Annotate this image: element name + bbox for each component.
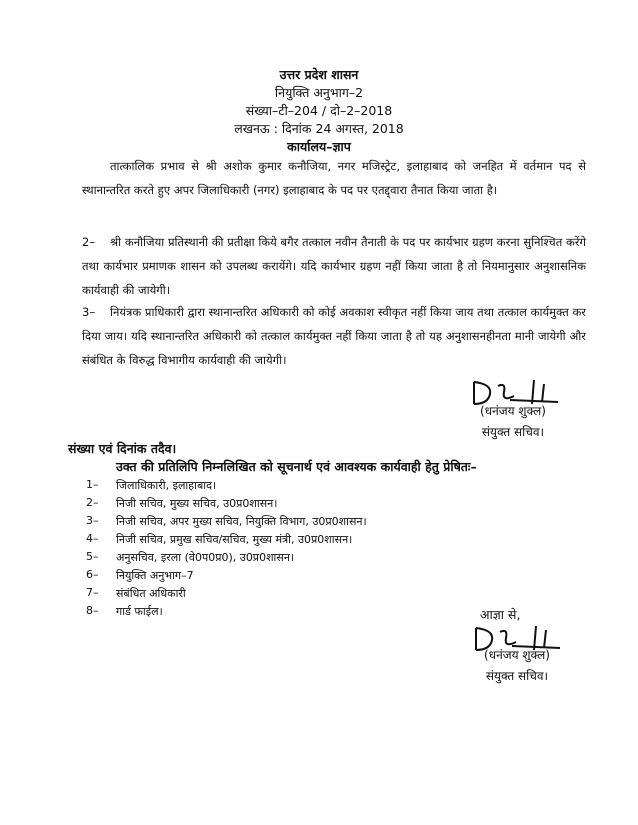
copy-item-number: 2– bbox=[86, 496, 99, 509]
signature-2-title: संयुक्त सचिव। bbox=[485, 669, 549, 683]
copy-item-text: गार्ड फाईल। bbox=[116, 605, 163, 618]
copy-item-number: 5– bbox=[86, 550, 99, 563]
paragraph-3-number: 3– bbox=[82, 305, 96, 319]
signature-1-name: (धनंजय शुक्ल) bbox=[480, 404, 546, 418]
copy-item-text: निजी सचिव, अपर मुख्य सचिव, नियुक्ति विभाग, उ0प्र0शासन। bbox=[116, 515, 367, 528]
signature-2-name: (धनंजय शुक्ल) bbox=[484, 648, 550, 662]
paragraph-1: तात्कालिक प्रभाव से श्री अशोक कुमार कनौजिया, नगर मजिस्ट्रेट, इलाहाबाद को जनहित में वर्तमान पद से स्थानान्तरित करते हुए अपर जिलाधिकारी (नगर) इलाहाबाद के पद पर एतद्द्वारा तैनात किया जाता है। bbox=[82, 159, 586, 197]
copy-item-number: 4– bbox=[86, 532, 99, 545]
section-name: नियुक्ति अनुभाग–2 bbox=[274, 85, 364, 100]
copy-item-number: 7– bbox=[86, 586, 99, 599]
document-type-title: कार्यालय–ज्ञाप bbox=[287, 139, 351, 154]
by-order-text: आज्ञा से, bbox=[480, 607, 521, 622]
paragraph-3: नियंत्रक प्राधिकारी द्वारा स्थानान्तरित अधिकारी को कोई अवकाश स्वीकृत नहीं किया जाय तथा तत्काल कार्यमुक्त कर दिया जाय। यदि स्थानान्तरित अधिकारी को तत्काल कार्यमुक्त नहीं किया जाता है तो यह अनुशासनहीनता मानी जायेगी और संबंधित के विरुद्ध विभागीय कार्यवाही की जायेगी। bbox=[82, 305, 586, 367]
reference-number: संख्या–टी–204 / दो–2–2018 bbox=[245, 103, 393, 118]
copy-item-number: 1– bbox=[86, 478, 99, 491]
copy-item-text: नियुक्ति अनुभाग–7 bbox=[116, 569, 194, 582]
signature-1-title: संयुक्त सचिव। bbox=[481, 425, 545, 439]
copy-item-number: 8– bbox=[86, 604, 99, 617]
copy-item-number: 6– bbox=[86, 568, 99, 581]
copy-item-text: जिलाधिकारी, इलाहाबाद। bbox=[116, 479, 217, 492]
copy-item-number: 3– bbox=[86, 514, 99, 527]
copy-intro: उक्त की प्रतिलिपि निम्नलिखित को सूचनार्थ एवं आवश्यक कार्यवाही हेतु प्रेषितः– bbox=[116, 459, 477, 474]
copy-item-text: निजी सचिव, प्रमुख सचिव/सचिव, मुख्य मंत्री, उ0प्र0शासन। bbox=[116, 533, 353, 546]
paragraph-2: श्री कनौजिया प्रतिस्थानी की प्रतीक्षा किये बगैर तत्काल नवीन तैनाती के पद पर कार्यभार ग्रहण करना सुनिश्चित करेंगे तथा कार्यभार प्रमाणक शासन को उपलब्ध करायेंगे। यदि कार्यभार ग्रहण नहीं किया जाता है तो नियमानुसार अनुशासनिक कार्यवाही की जायेगी। bbox=[82, 235, 586, 297]
copy-reference: संख्या एवं दिनांक तदैव। bbox=[68, 441, 177, 456]
paragraph-2-number: 2– bbox=[82, 235, 96, 249]
copy-item-text: संबंधित अधिकारी bbox=[116, 587, 186, 600]
place-date: लखनऊ : दिनांक 24 अगस्त, 2018 bbox=[234, 121, 404, 136]
copy-item-text: अनुसचिव, इरला (वे0प0प्र0), उ0प्र0शासन। bbox=[116, 551, 295, 564]
government-name: उत्तर प्रदेश शासन bbox=[279, 67, 359, 82]
copy-item-text: निजी सचिव, मुख्य सचिव, उ0प्र0शासन। bbox=[116, 497, 278, 510]
